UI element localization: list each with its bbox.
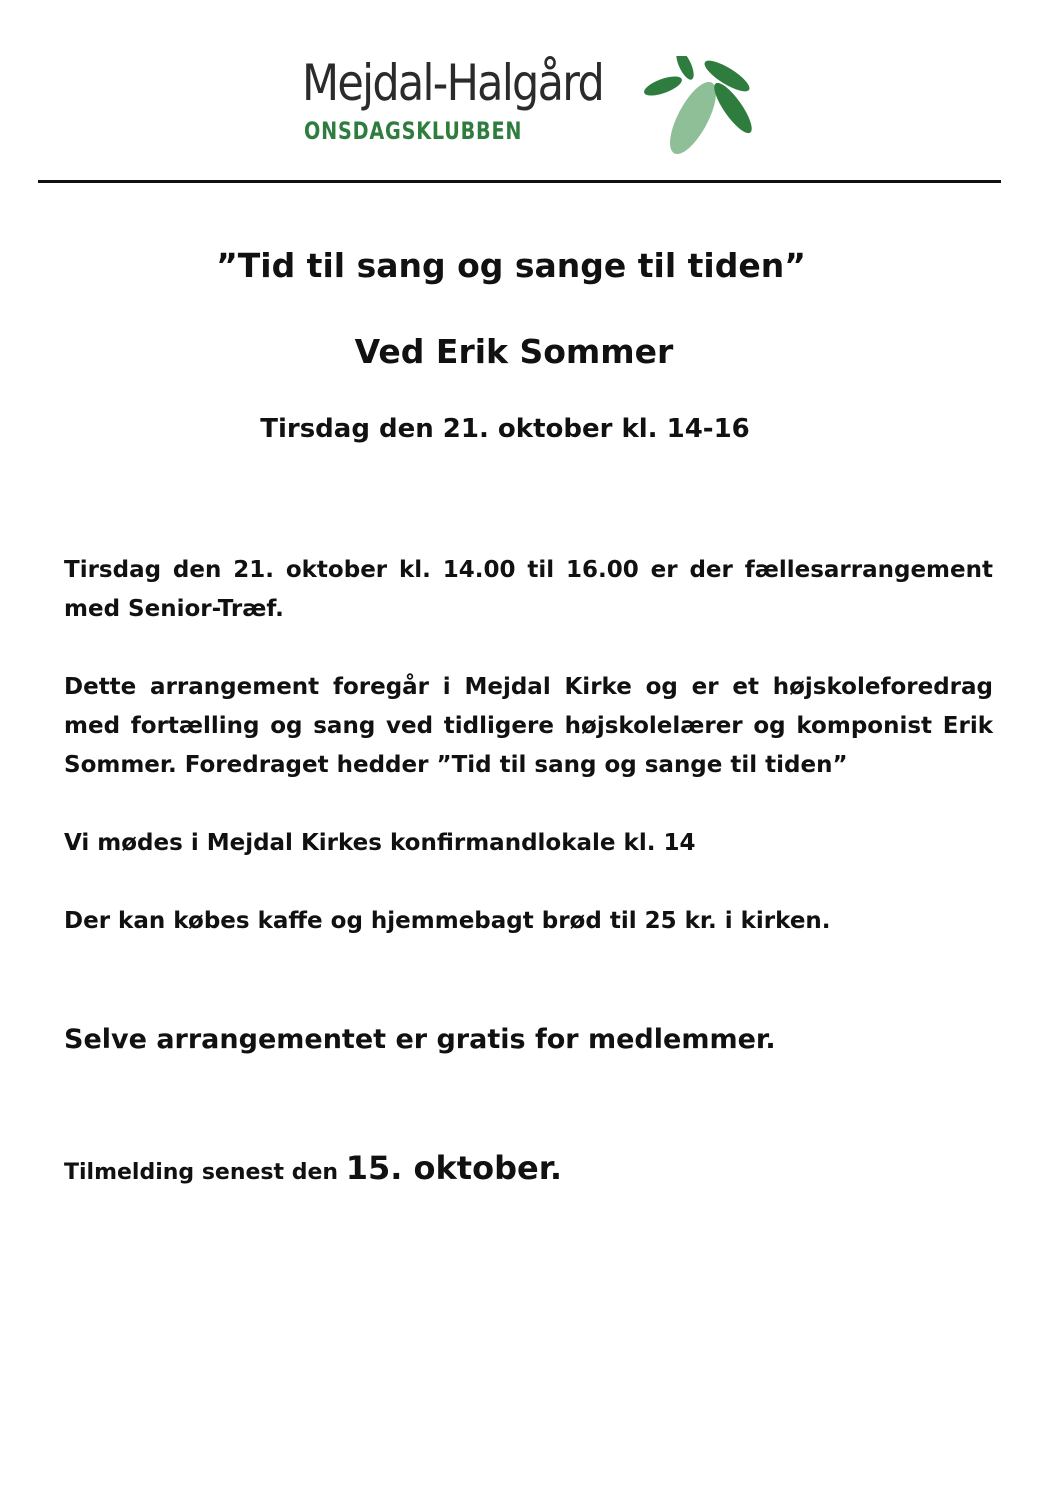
event-date: Tirsdag den 21. oktober kl. 14-16 <box>260 414 750 444</box>
paragraph-description: Dette arrangement foregår i Mejdal Kirke og er et højskoleforedrag med fortælling og sang ved tidligere højskolelærer og komponist Erik Sommer. Foredraget hedder ”Tid til sang og sange til tiden” <box>64 674 993 778</box>
logo-name: Mejdal-Halgård <box>302 54 604 112</box>
paragraph-intro: Tirsdag den 21. oktober kl. 14.00 til 16.00 er der fællesarrangement med Senior-Træf. <box>64 557 993 622</box>
signup-deadline: 15. oktober. <box>345 1149 563 1187</box>
logo-subtitle: ONSDAGSKLUBBEN <box>304 117 523 145</box>
paragraph-meeting-place: Vi mødes i Mejdal Kirkes konfirmandlokale kl. 14 <box>64 830 696 856</box>
signup-prefix: Tilmelding senest den <box>64 1160 346 1185</box>
event-speaker: Ved Erik Sommer <box>354 332 674 371</box>
dragonfly-leaf-icon <box>625 56 760 156</box>
event-title: ”Tid til sang og sange til tiden” <box>216 246 806 285</box>
club-logo <box>300 52 760 162</box>
paragraph-free-for-members: Selve arrangementet er gratis for medlemmer. <box>64 1024 776 1055</box>
paragraph-coffee: Der kan købes kaffe og hjemmebagt brød til 25 kr. i kirken. <box>64 908 831 934</box>
signup-line <box>64 1148 993 1193</box>
header-divider <box>38 180 1001 183</box>
